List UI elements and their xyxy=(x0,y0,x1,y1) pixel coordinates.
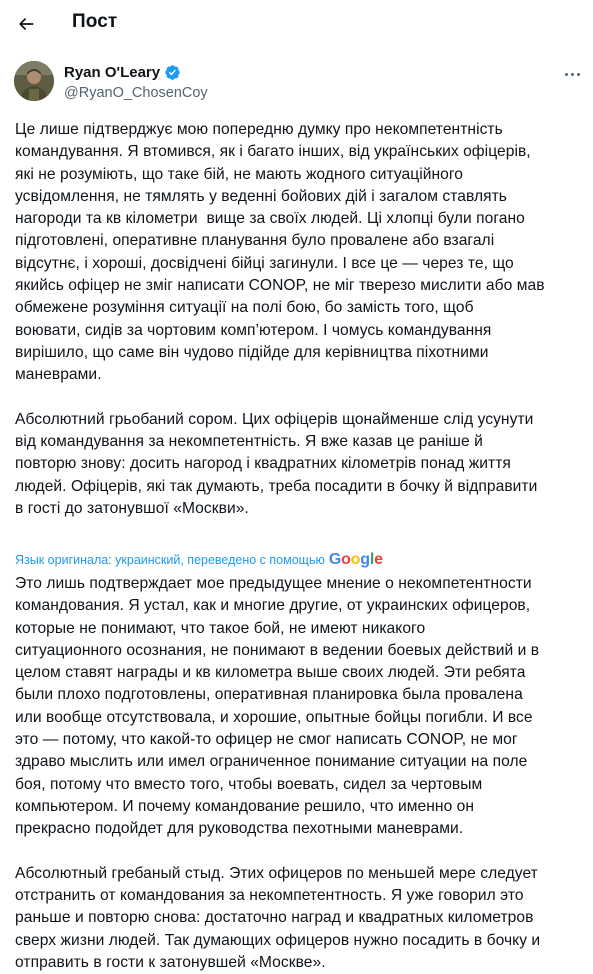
arrow-left-icon xyxy=(16,14,36,34)
more-dot xyxy=(571,73,574,76)
google-letter: e xyxy=(374,551,383,568)
verified-badge-icon xyxy=(164,64,181,81)
post-text-translated: Это лишь подтверждает мое предыдущее мнение о некомпетентности командования. Я устал, как и многие другие, от украинских офицеров, которые не понимают, что такое бой, не имеют никакого ситуационного осознания, не понимают в ведении боевых действий и в целом ставят награды и кв километра выше своих людей. Эти ребята были плохо подготовлены, оперативная планировка была провалена или вообще отсутствовала, и хорошие, опытные бойцы погибли. И все это — потому, что какой-то офицер не смог написать CONOP, не мог здраво мыслить или имел ограниченное понимание ситуации на поле боя, потому что вместо того, чтобы воевать, сидел за чертовым компьютером. И почему командование решило, что именно он прекрасно подойдет для руководства пехотными маневрами. Абсолютный гребаный стыд. Этих офицеров по меньшей мере следует отстранить от командования за некомпетентность. Я уже говорил это раньше и повторю снова: достаточно наград и квадратных километров сверх жизни людей. Так думающих офицеров нужно посадить в бочку и отправить в гости к затонувшей «Москве». xyxy=(15,575,541,972)
more-options-button[interactable] xyxy=(560,64,584,84)
google-letter: g xyxy=(360,551,370,568)
top-bar xyxy=(0,0,593,50)
author-handle[interactable]: @RyanO_ChosenCoy xyxy=(64,85,208,101)
post-text-original: Це лише підтверджує мою попередню думку про некомпетентність командування. Я втомився, як і багато інших, від українських офіцерів, які не розуміють, що таке бій, не мають жодного ситуаційного усвідомлення, не тямлять у веденні бойових дій і загалом ставлять нагороди та кв кілометри вище за своїх людей. Ці хлопці були погано підготовлені, оперативне планування було провалене або взагалі відсутнє, і хороші, досвідчені бійці загинули. І все це — через те, що якийсь офіцер не зміг написати CONOP, не міг тверезо мислити або мав обмежене розуміння ситуації на полі бою, бо замість того, щоб воювати, сидів за чортовим комп’ютером. І чомусь командування вирішило, що саме він чудово підійде для керівництва піхотними маневрами. Абсолютний грьобаний сором. Цих офіцерів щонайменше слід усунути від командування за некомпетентність. Я вже казав це раніше й повторю знову: досить нагород і квадратних кілометрів понад життя людей. Офіцерів, які так думають, треба посадити в бочку й відправити в гості до затонувшої «Москви». xyxy=(15,121,545,518)
page-title: Пост xyxy=(72,11,118,32)
avatar[interactable] xyxy=(14,61,54,101)
google-letter: G xyxy=(328,551,342,568)
back-button[interactable] xyxy=(10,8,42,40)
google-letter: l xyxy=(369,551,375,568)
google-logo xyxy=(329,551,383,569)
avatar-image xyxy=(14,61,54,101)
google-letter: o xyxy=(350,551,361,568)
author-name[interactable]: Ryan O'Leary xyxy=(64,64,161,81)
more-dot xyxy=(577,73,580,76)
translation-notice[interactable] xyxy=(15,551,383,569)
more-horizontal-icon xyxy=(565,73,568,76)
google-letter: o xyxy=(341,551,351,568)
translation-notice-text[interactable]: Язык оригинала: украинский, переведено с помощью xyxy=(15,553,325,567)
author-name-row[interactable] xyxy=(64,64,181,81)
